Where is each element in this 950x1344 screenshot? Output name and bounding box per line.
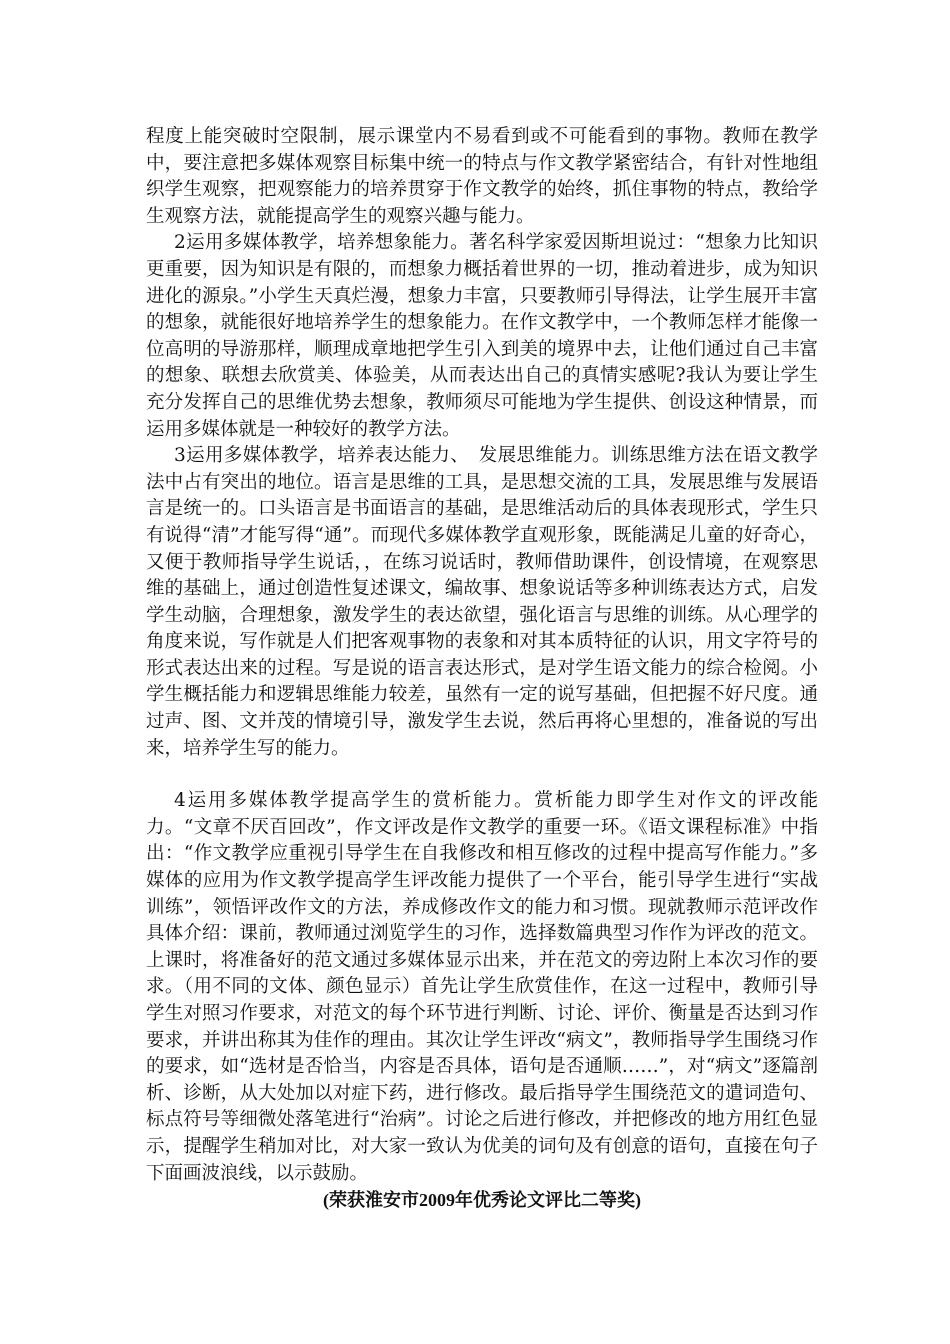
- paragraph-imagination: 2运用多媒体教学，培养想象能力。著名科学家爱因斯坦说过：“想象力比知识更重要，因为知识是有限的，而想象力概括着世界的一切，推动着进步，成为知识进化的源泉。”小学生天真烂漫，想象力丰富，只要教师引导得法，让学生展开丰富的想象，就能很好地培养学生的想象能力。在作文教学中，一个教师怎样才能像一位高明的导游那样，顺理成章地把学生引入到美的境界中去，让他们通过自己丰富的想象、联想去欣赏美、体验美，从而表达出自己的真情实感呢?我认为要让学生充分发挥自己的思维优势去想象，教师须尽可能地为学生提供、创设这种情景，而运用多媒体就是一种较好的教学方法。: [146, 232, 818, 440]
- award-note: (荣获淮安市2009年优秀论文评比二等奖): [323, 1190, 641, 1211]
- paragraph-observation-continued: 程度上能突破时空限制，展示课堂内不易看到或不可能看到的事物。教师在教学中，要注意把多媒体观察目标集中统一的特点与作文教学紧密结合，有针对性地组织学生观察，把观察能力的培养贯穿于作文教学的始终，抓住事物的特点，教给学生观察方法，就能提高学生的观察兴趣与能力。: [146, 126, 818, 227]
- paragraph-appreciation: 4运用多媒体教学提高学生的赏析能力。赏析能力即学生对作文的评改能力。“文章不厌百回改”，作文评改是作文教学的重要一环。《语文课程标准》中指出：“作文教学应重视引导学生在自我修改和相互修改的过程中提高写作能力。”多媒体的应用为作文教学提高学生评改能力提供了一个平台，能引导学生进行“实战训练”，领悟评改作文的方法，养成修改作文的能力和习惯。现就教师示范评改作具体介绍：课前，教师通过浏览学生的习作，选择数篇典型习作作为评改的范文。上课时，将准备好的范文通过多媒体显示出来，并在范文的旁边附上本次习作的要求。（用不同的文体、颜色显示）首先让学生欣赏佳作，在这一过程中，教师引导学生对照习作要求，对范文的每个环节进行判断、讨论、评价、衡量是否达到习作要求，并讲出称其为佳作的理由。其次让学生评改“病文”，教师指导学生围绕习作的要求，如“选材是否恰当，内容是否具体，语句是否通顺……”，对“病文”逐篇剖析、诊断，从大处加以对症下药，进行修改。最后指导学生围绕范文的遣词造句、标点符号等细微处落笔进行“治病”。讨论之后进行修改，并把修改的地方用红色显示，提醒学生稍加对比，对大家一致认为优美的词句及有创意的语句，直接在句子下面画波浪线，以示鼓励。: [146, 790, 818, 1184]
- paragraph-expression: 3运用多媒体教学，培养表达能力、 发展思维能力。训练思维方法在语文教学法中占有突出的地位。语言是思维的工具，是思想交流的工具，发展思维与发展语言是统一的。口头语言是书面语言的基础，是思维活动后的具体表现形式，学生只有说得“清”才能写得“通”。而现代多媒体教学直观形象，既能满足儿童的好奇心，又便于教师指导学生说话，，在练习说话时，教师借助课件，创设情境，在观察思维的基础上，通过创造性复述课文，编故事、想象说话等多种训练表达方式，启发学生动脑，合理想象，激发学生的表达欲望，强化语言与思维的训练。从心理学的角度来说，写作就是人们把客观事物的表象和对其本质特征的认识，用文字符号的形式表达出来的过程。写是说的语言表达形式，是对学生语文能力的综合检阅。小学生概括能力和逻辑思维能力较差，虽然有一定的说写基础，但把握不好尺度。通过声、图、文并茂的情境引导，激发学生去说，然后再将心里想的，准备说的写出来，培养学生写的能力。: [146, 445, 818, 759]
- document-page: [146, 124, 818, 1213]
